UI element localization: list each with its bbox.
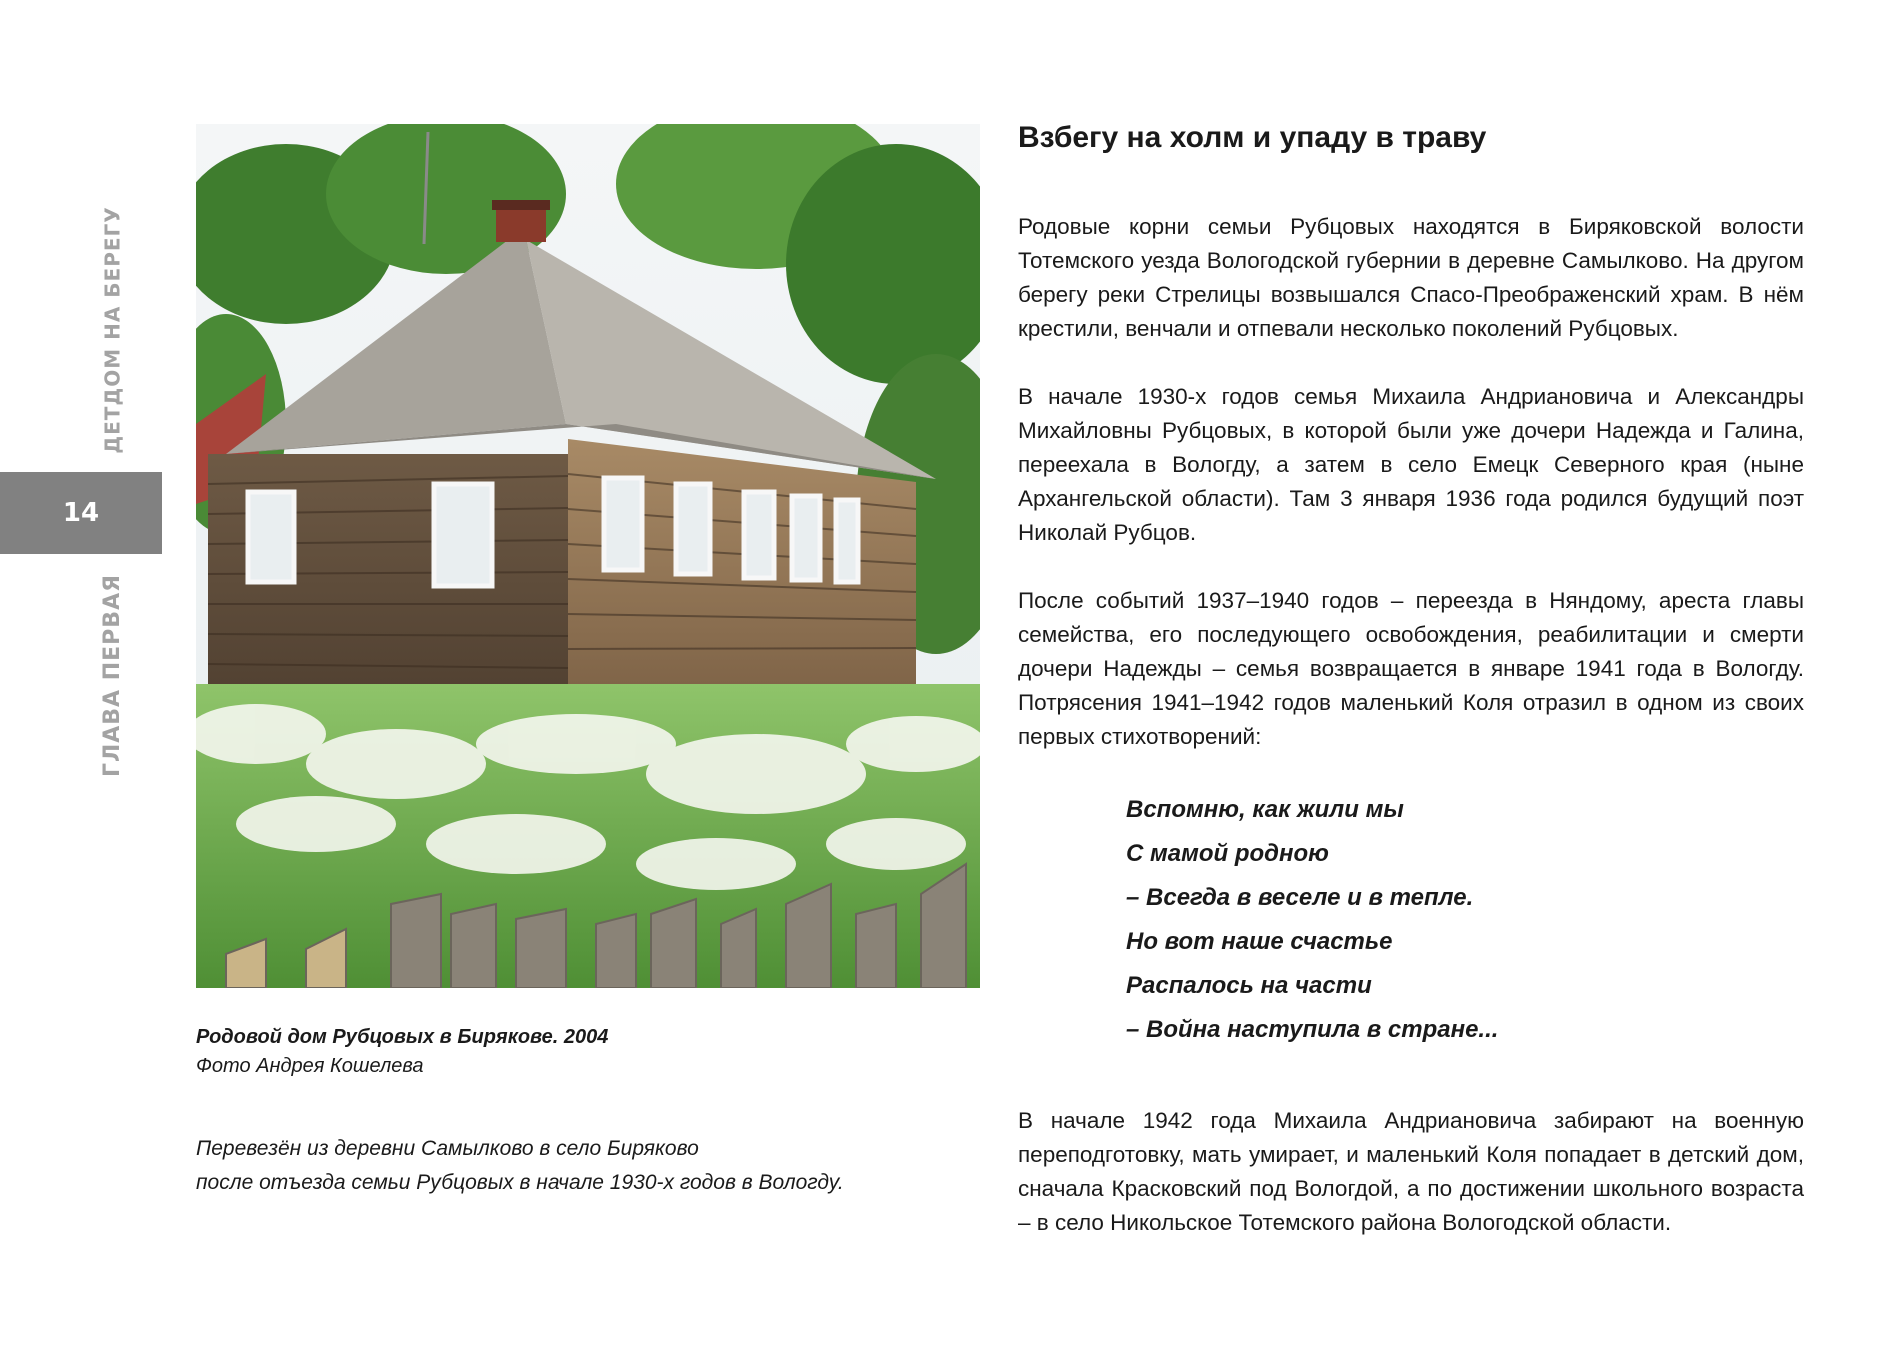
article-heading: Взбегу на холм и упаду в траву [1018, 121, 1487, 154]
poem-line: – Война наступила в стране... [1126, 1016, 1499, 1043]
note-line-2: после отъезда семьи Рубцовых в начале 1930-х годов в Вологду. [196, 1171, 844, 1194]
paragraph-1: Родовые корни семьи Рубцовых находятся в Биряковской волости Тотемского уезда Вологодской губернии в деревне Самылково. На другом берегу реки Стрелицы возвышался Спасо-Преображенский храм. В нём крестили, венчали и отпевали несколько поколений Рубцовых. [1018, 214, 1804, 341]
poem [1126, 788, 1804, 1052]
poem-line: Но вот наше счастье [1126, 928, 1393, 955]
poem-line: С мамой родною [1126, 840, 1329, 867]
paragraph-3: После событий 1937–1940 годов – переезда в Няндому, ареста главы семейства, его последующего освобождения, реабилитации и смерти дочери Надежды – семья возвращается в январе 1941 года в Вологду. Потрясения 1941–1942 годов маленький Коля отразил в одном из своих первых стихотворений: [1018, 588, 1804, 749]
house-photo [196, 124, 980, 988]
section-label: ГЛАВА ПЕРВАЯ [100, 573, 126, 777]
article [1018, 118, 1804, 1274]
caption-credit: Фото Андрея Кошелева [196, 1055, 424, 1077]
poem-line: – Всегда в веселе и в тепле. [1126, 884, 1474, 911]
photo-caption [196, 1022, 896, 1080]
paragraph-final: В начале 1942 года Михаила Андриановича забирают на военную переподготовку, мать умирает, и маленький Коля попадает в детский дом, сначала Красковский под Вологдой, а по достижении школьного возраста – в село Никольское Тотемского района Вологодской области. [1018, 1108, 1804, 1235]
caption-title: Родовой дом Рубцовых в Бирякове. 2004 [196, 1026, 609, 1048]
chapter-label: ДЕТДОМ НА БЕРЕГУ [101, 206, 125, 454]
poem-line: Вспомню, как жили мы [1126, 796, 1404, 823]
section-running-head [68, 565, 158, 785]
chapter-running-head [68, 206, 158, 454]
page-number-tab [0, 472, 162, 554]
photo-note [196, 1132, 916, 1200]
note-line-1: Перевезён из деревни Самылково в село Биряково [196, 1137, 699, 1160]
page-number: 14 [62, 498, 100, 528]
house-illustration [196, 124, 980, 988]
paragraph-2: В начале 1930-х годов семья Михаила Андриановича и Александры Михайловны Рубцовых, в которой были уже дочери Надежда и Галина, переехала в Вологду, а затем в село Емецк Северного края (ныне Архангельской области). Там 3 января 1936 года родился будущий поэт Николай Рубцов. [1018, 384, 1804, 545]
poem-line: Распалось на части [1126, 972, 1372, 999]
